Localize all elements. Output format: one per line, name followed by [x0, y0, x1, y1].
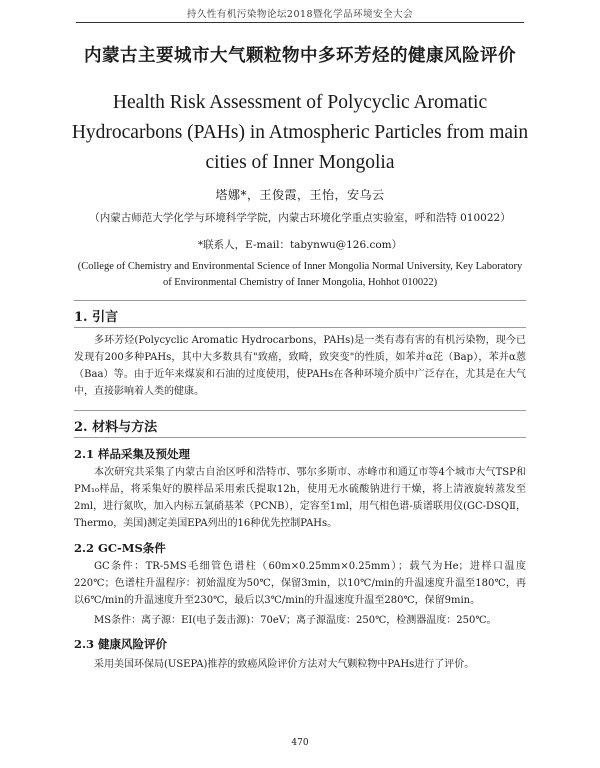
section-intro-heading: 1. 引言	[74, 310, 119, 325]
subsection-2-2-gc-paragraph: GC条件：TR-5MS毛细管色谱柱（60m×0.25mm×0.25mm）；载气为He；进样口温度220℃；色谱柱升温程序：初始温度为50℃，保留3min，以10℃/min的升温速度升温至180℃，再以6℃/min的升温速度升至230℃，最后以3℃/min的升温速度升温至280℃，保留9min。	[74, 561, 526, 606]
intro-paragraph: 多环芳烃(Polycyclic Aromatic Hydrocarbons，PAHs)是一类有毒有害的有机污染物，现今已发现有200多种PAHs，其中大多数具有"致癌，致畸，致突变"的性质，如苯并α芘（Bap），苯并α蒽（Baa）等。由于近年来煤炭和石油的过度使用，使PAHs在各种环境介质中广泛存在，尤其是在大气中，直接影响着人类的健康。	[74, 335, 526, 397]
header-rule	[76, 22, 524, 23]
subsection-2-3-paragraph: 采用美国环保局(USEPA)推荐的致癌风险评价方法对大气颗粒物中PAHs进行了评价。	[94, 659, 475, 670]
contact-email: *联系人，E-mail：tabynwu@126.com）	[197, 239, 403, 251]
subsection-2-1-paragraph: 本次研究共采集了内蒙古自治区呼和浩特市、鄂尔多斯市、赤峰市和通辽市等4个城市大气TSP和PM₁₀样品，将采集好的膜样品采用索氏提取12h，使用无水硫酸钠进行干燥，将上清液旋转蒸发至2ml，进行氮吹，加入内标五氯硝基苯（PCNB），定容至1ml，用气相色谱-质谱联用仪(GC-DSQⅡ，Thermo，美国)测定美国EPA列出的16种优先控制PAHs。	[74, 467, 526, 529]
affiliation-en: (College of Chemistry and Environmental Science of Inner Mongolia Normal University, Key Laboratory of Environmental Chemistry of Inner Mongolia, Hohhot 010022)	[77, 261, 523, 288]
subsection-2-3-heading: 2.3 健康风险评价	[74, 637, 168, 651]
running-head: 持久性有机污染物论坛2018暨化学品环境安全大会	[186, 9, 414, 20]
section-rule	[74, 327, 526, 328]
subsection-2-2-ms-paragraph: MS条件：离子源：EI(电子轰击源)：70eV；离子源温度：250℃，检测器温度：250℃。	[94, 615, 497, 626]
title-cn: 内蒙古主要城市大气颗粒物中多环芳烃的健康风险评价	[84, 46, 516, 66]
section-rule	[74, 410, 526, 411]
authors: 塔娜*，王俊霞，王怡，安乌云	[215, 188, 385, 202]
affiliation-cn: （内蒙古师范大学化学与环境科学学院，内蒙古环境化学重点实验室，呼和浩特 010022）	[89, 212, 511, 224]
subsection-2-2-heading: 2.2 GC-MS条件	[74, 541, 166, 555]
title-en: Health Risk Assessment of Polycyclic Aromatic Hydrocarbons (PAHs) in Atmospheric Particles from main cities of Inner Mongolia	[71, 92, 529, 173]
page-number: 470	[291, 738, 309, 748]
section-rule	[74, 300, 526, 301]
section-methods-heading: 2. 材料与方法	[74, 420, 158, 435]
subsection-2-1-heading: 2.1 样品采集及预处理	[74, 447, 191, 461]
section-rule	[74, 437, 526, 438]
